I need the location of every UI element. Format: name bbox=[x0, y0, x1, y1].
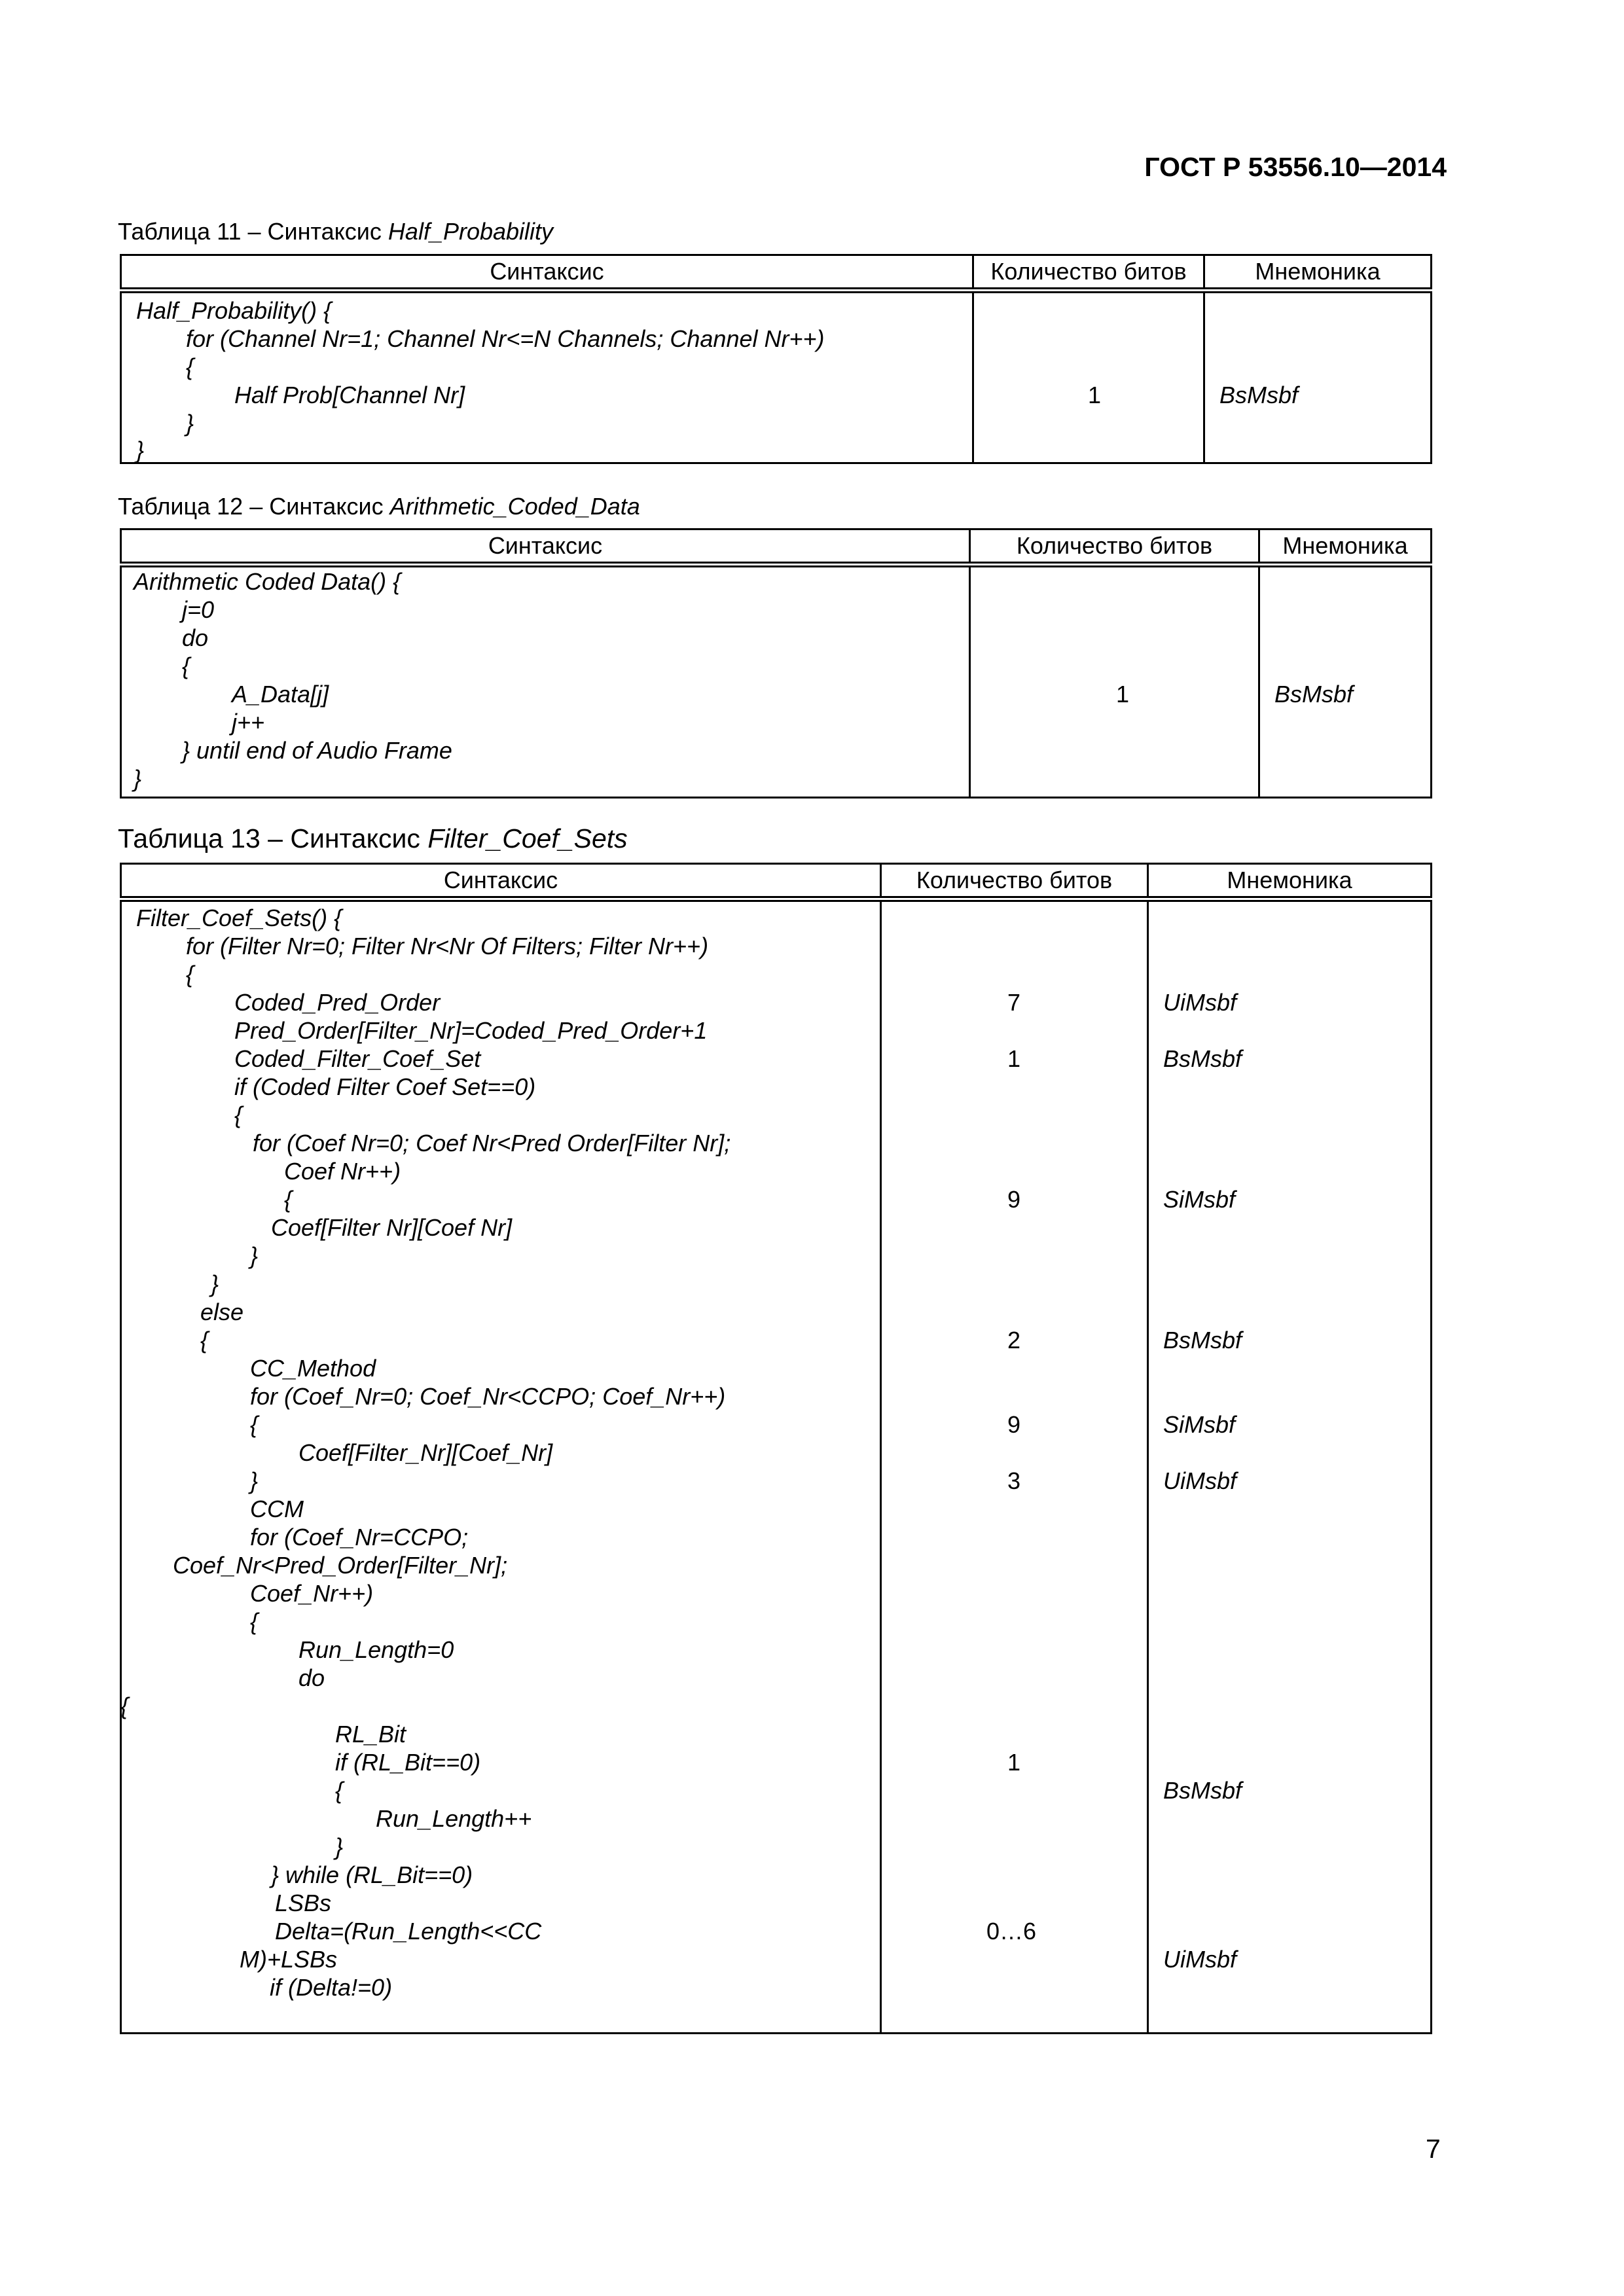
code-line: if (Coded Filter Coef Set==0) bbox=[234, 1073, 536, 1100]
code-line: RL_Bit bbox=[335, 1721, 406, 1748]
mnemonic-value: BsMsbf bbox=[1163, 1327, 1242, 1354]
code-line: Run_Length=0 bbox=[298, 1636, 454, 1663]
code-line: j=0 bbox=[182, 596, 215, 623]
code-line: Coded_Pred_Order bbox=[234, 989, 441, 1016]
bits-value: 1 bbox=[1116, 681, 1130, 708]
code-line: Filter_Coef_Sets() { bbox=[136, 905, 342, 931]
code-line: Run_Length++ bbox=[376, 1805, 532, 1832]
table-13-caption-name: Filter_Coef_Sets bbox=[427, 823, 628, 853]
code-line: LSBs bbox=[275, 1890, 332, 1916]
table-12-caption-prefix: Таблица 12 – Синтаксис bbox=[118, 493, 390, 520]
bits-value: 9 bbox=[1007, 1186, 1021, 1213]
code-line: } until end of Audio Frame bbox=[182, 737, 452, 764]
code-line: } bbox=[211, 1270, 219, 1297]
table-13-caption bbox=[118, 823, 628, 854]
code-line: do bbox=[298, 1664, 325, 1691]
code-line: Coef_Nr++) bbox=[250, 1580, 374, 1607]
code-line: } bbox=[186, 410, 194, 437]
code-line: } bbox=[134, 765, 142, 792]
table-11-col-mnemonic: Мнемоника bbox=[1204, 255, 1432, 291]
code-line: { bbox=[186, 961, 194, 988]
table-11 bbox=[120, 254, 1432, 464]
mnemonic-value: SiMsbf bbox=[1163, 1186, 1236, 1213]
code-line: for (Coef_Nr=CCPO; bbox=[250, 1524, 469, 1551]
mnemonic-value: BsMsbf bbox=[1163, 1045, 1242, 1072]
bits-value: 0…6 bbox=[986, 1918, 1037, 1945]
code-line: CC_Method bbox=[250, 1355, 376, 1382]
code-line: if (Delta!=0) bbox=[270, 1974, 393, 2001]
bits-value: 1 bbox=[1007, 1749, 1021, 1776]
bits-value: 7 bbox=[1007, 989, 1021, 1016]
mnemonic-value: BsMsbf bbox=[1163, 1777, 1242, 1804]
code-line: M)+LSBs bbox=[240, 1946, 338, 1973]
table-12-col-syntax: Синтаксис bbox=[121, 529, 970, 565]
table-11-caption bbox=[118, 218, 553, 245]
mnemonic-value: UiMsbf bbox=[1163, 1946, 1237, 1973]
code-line: else bbox=[200, 1299, 244, 1325]
code-line: { bbox=[250, 1411, 259, 1438]
table-13-body-row bbox=[121, 899, 1432, 2034]
code-line: } bbox=[136, 437, 145, 463]
mnemonic-value: UiMsbf bbox=[1163, 1467, 1237, 1494]
mnemonic-value: UiMsbf bbox=[1163, 989, 1237, 1016]
code-line: } bbox=[335, 1833, 344, 1860]
code-line: Pred_Order[Filter_Nr]=Coded_Pred_Order+1 bbox=[234, 1017, 708, 1044]
code-line: Delta=(Run_Length<<CC bbox=[275, 1918, 542, 1945]
code-line: Coef[Filter Nr][Coef Nr] bbox=[271, 1214, 513, 1241]
code-line: A_Data[j] bbox=[232, 681, 329, 708]
code-line: } bbox=[250, 1242, 259, 1269]
page-number: 7 bbox=[1426, 2134, 1441, 2164]
table-13-caption-prefix: Таблица 13 – Синтаксис bbox=[118, 823, 428, 853]
code-line: { bbox=[250, 1608, 259, 1635]
code-line: Arithmetic Coded Data() { bbox=[134, 568, 401, 595]
code-line: Half_Probability() { bbox=[136, 297, 332, 324]
bits-value: 2 bbox=[1007, 1327, 1021, 1354]
code-line: Coef Nr++) bbox=[284, 1158, 401, 1185]
code-line: if (RL_Bit==0) bbox=[335, 1749, 481, 1776]
bits-value: 3 bbox=[1007, 1467, 1021, 1494]
table-12-col-mnemonic: Мнемоника bbox=[1259, 529, 1432, 565]
code-line: } bbox=[250, 1467, 259, 1494]
bits-value: 1 bbox=[1007, 1045, 1021, 1072]
table-13-col-mnemonic: Мнемоника bbox=[1148, 864, 1432, 899]
code-line: j++ bbox=[232, 709, 265, 736]
code-line: Half Prob[Channel Nr] bbox=[234, 382, 465, 408]
code-line: { bbox=[335, 1777, 344, 1804]
code-line: for (Filter Nr=0; Filter Nr<Nr Of Filters; Filter Nr++) bbox=[186, 933, 709, 960]
table-11-header-row bbox=[121, 255, 1432, 291]
table-12 bbox=[120, 528, 1432, 798]
code-line: { bbox=[120, 1693, 129, 1719]
code-line: do bbox=[182, 624, 209, 651]
code-line: Coded_Filter_Coef_Set bbox=[234, 1045, 481, 1072]
table-13 bbox=[120, 863, 1432, 2034]
code-line: } while (RL_Bit==0) bbox=[271, 1861, 473, 1888]
code-line: { bbox=[200, 1327, 209, 1354]
code-line: for (Coef_Nr=0; Coef_Nr<CCPO; Coef_Nr++) bbox=[250, 1383, 726, 1410]
table-11-col-syntax: Синтаксис bbox=[121, 255, 973, 291]
code-line: { bbox=[234, 1102, 243, 1128]
code-line: { bbox=[182, 653, 190, 679]
document-header: ГОСТ Р 53556.10—2014 bbox=[1144, 152, 1447, 182]
table-12-caption-name: Arithmetic_Coded_Data bbox=[389, 493, 640, 520]
code-line: Coef[Filter_Nr][Coef_Nr] bbox=[298, 1439, 553, 1466]
code-line: { bbox=[284, 1186, 293, 1213]
table-11-caption-name: Half_Probability bbox=[388, 218, 554, 245]
table-12-header-row bbox=[121, 529, 1432, 565]
bits-value: 9 bbox=[1007, 1411, 1021, 1438]
mnemonic-value: BsMsbf bbox=[1274, 681, 1354, 708]
code-line: CCM bbox=[250, 1496, 304, 1522]
code-line: for (Channel Nr=1; Channel Nr<=N Channels; Channel Nr++) bbox=[186, 325, 825, 352]
bits-value: 1 bbox=[1088, 382, 1102, 408]
mnemonic-value: SiMsbf bbox=[1163, 1411, 1236, 1438]
table-12-caption bbox=[118, 493, 640, 520]
table-11-col-bits: Количество битов bbox=[973, 255, 1204, 291]
table-13-col-bits: Количество битов bbox=[881, 864, 1148, 899]
table-11-body-row bbox=[121, 291, 1432, 463]
table-13-header-row bbox=[121, 864, 1432, 899]
table-12-col-bits: Количество битов bbox=[970, 529, 1259, 565]
table-12-body-row bbox=[121, 565, 1432, 798]
table-13-col-syntax: Синтаксис bbox=[121, 864, 881, 899]
table-11-caption-prefix: Таблица 11 – Синтаксис bbox=[118, 218, 388, 245]
code-line: for (Coef Nr=0; Coef Nr<Pred Order[Filter Nr]; bbox=[253, 1130, 731, 1157]
code-line: { bbox=[186, 353, 194, 380]
mnemonic-value: BsMsbf bbox=[1219, 382, 1299, 408]
code-line: Coef_Nr<Pred_Order[Filter_Nr]; bbox=[173, 1552, 508, 1579]
